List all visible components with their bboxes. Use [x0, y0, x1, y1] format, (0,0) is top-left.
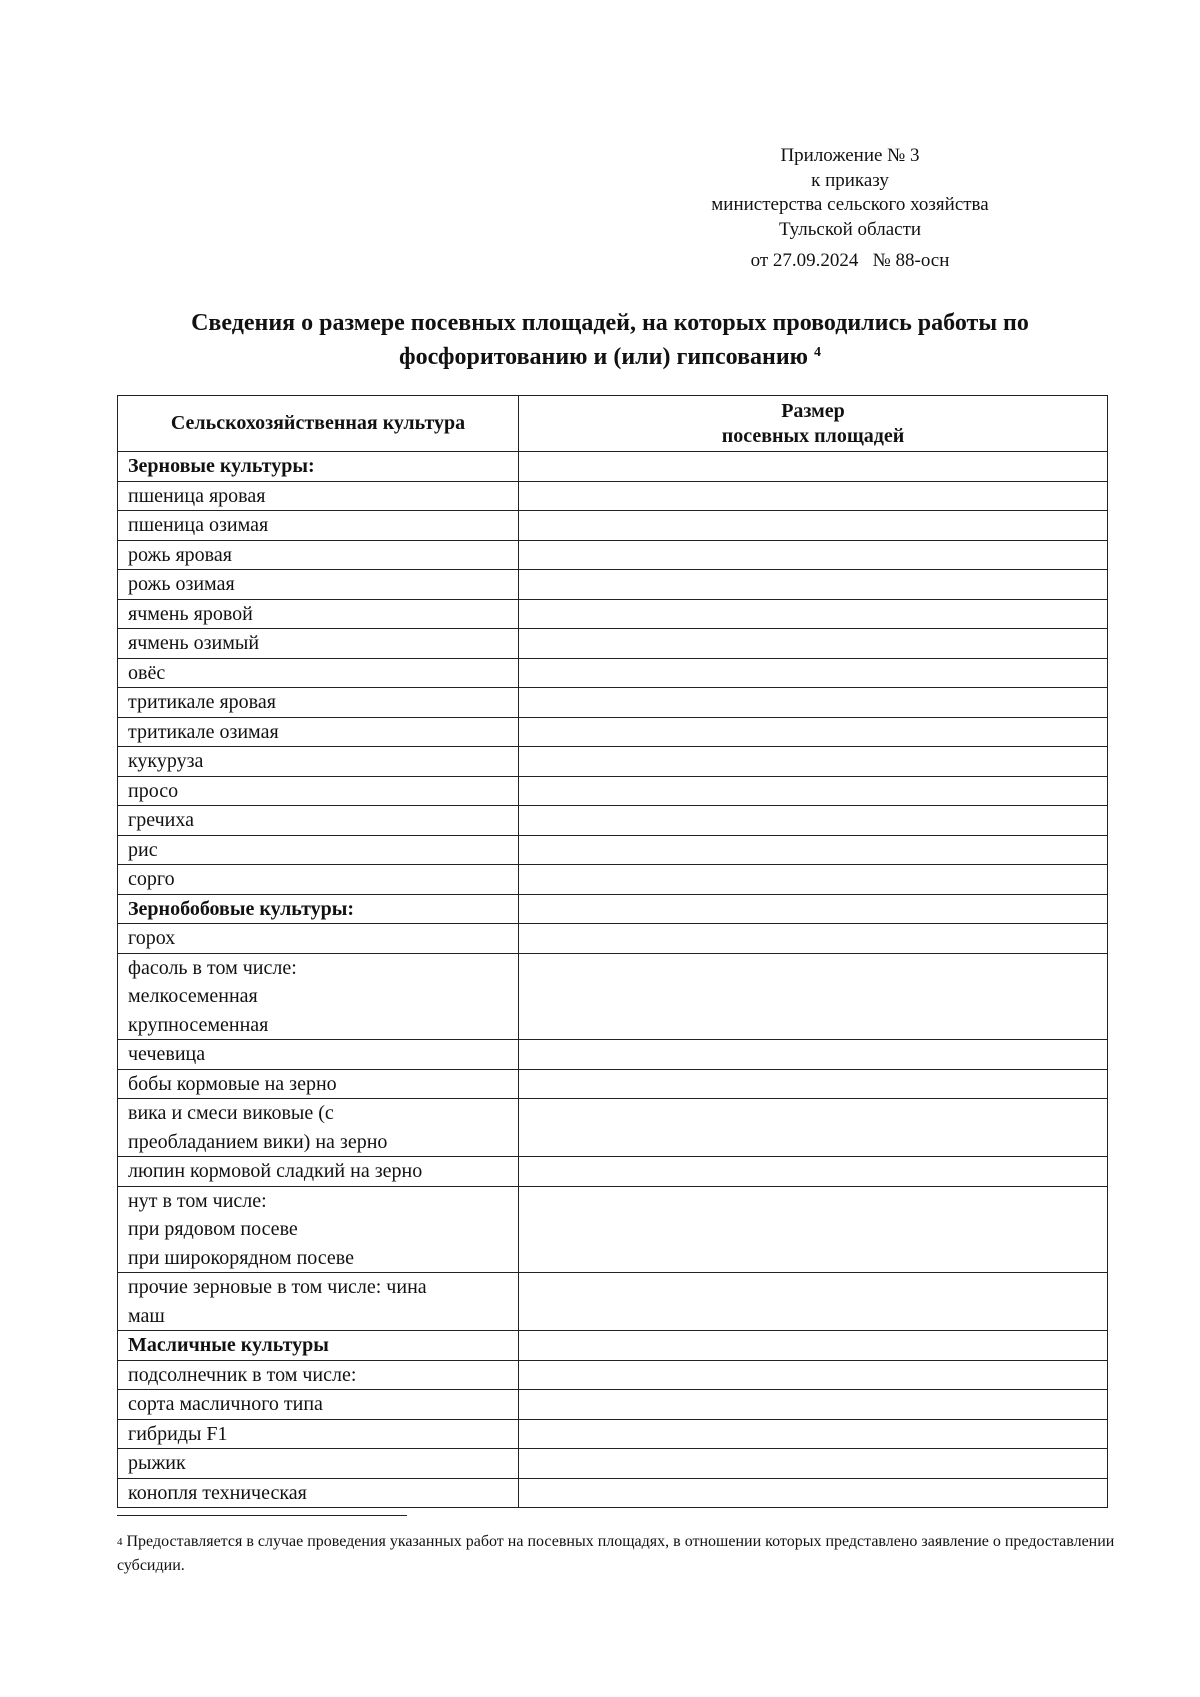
area-value-cell[interactable] [519, 1390, 1108, 1420]
area-value-cell[interactable] [519, 1186, 1108, 1273]
crop-name-line: чечевица [128, 1043, 206, 1065]
category-row [118, 894, 1108, 924]
crop-name-cell [118, 1069, 519, 1099]
appendix-order-ref: к приказу [811, 169, 889, 191]
crop-name-cell [118, 1449, 519, 1479]
header-area [519, 396, 1108, 452]
crop-name-line: фасоль в том числе: [128, 956, 297, 979]
crop-name-line: подсолнечник в том числе: [128, 1363, 357, 1386]
area-value-cell[interactable] [519, 924, 1108, 954]
crop-name-cell [118, 1273, 519, 1331]
area-value-cell[interactable] [519, 1099, 1108, 1157]
table-row [118, 481, 1108, 511]
area-value-cell[interactable] [519, 511, 1108, 541]
crop-name-line: горох [128, 927, 176, 949]
area-value-cell[interactable] [519, 629, 1108, 659]
crop-name-line: тритикале озимая [128, 720, 279, 743]
title-line-1: Сведения о размере посевных площадей, на которых проводились работы по [191, 310, 1029, 336]
area-value-cell[interactable] [519, 1478, 1108, 1508]
table-row [118, 1157, 1108, 1187]
table-row [118, 747, 1108, 777]
table-row [118, 1390, 1108, 1420]
crop-name-line: нут в том числе: [128, 1189, 267, 1212]
table-row [118, 924, 1108, 954]
table-row [118, 776, 1108, 806]
crop-name-cell [118, 953, 519, 1040]
crop-name-line: пшеница озимая [128, 514, 269, 536]
crop-name-line: при рядовом посеве [128, 1218, 298, 1240]
area-value-cell[interactable] [519, 806, 1108, 836]
area-value-cell[interactable] [519, 1040, 1108, 1070]
crop-name-cell [118, 835, 519, 865]
crop-name-cell [118, 717, 519, 747]
crop-name-line: крупносеменная [128, 1013, 269, 1036]
crop-name-cell [118, 1157, 519, 1187]
crop-name-line: пшеница яровая [128, 484, 266, 507]
appendix-date-number: от 27.09.2024 № 88-осн [750, 250, 950, 271]
crop-name-line: вика и смеси виковые (с [128, 1102, 334, 1124]
area-value-cell[interactable] [519, 953, 1108, 1040]
area-value-cell[interactable] [519, 1273, 1108, 1331]
appendix-number: Приложение № 3 [780, 145, 920, 166]
area-value-cell[interactable] [519, 599, 1108, 629]
footnote-mark: 4 [117, 1536, 123, 1548]
crop-name-cell [118, 629, 519, 659]
area-value-cell[interactable] [519, 717, 1108, 747]
crop-name-cell [118, 776, 519, 806]
area-value-cell[interactable] [519, 658, 1108, 688]
header-crop: Сельскохозяйственная культура [118, 396, 519, 452]
area-value-cell[interactable] [519, 452, 1108, 482]
crop-name-cell [118, 599, 519, 629]
category-row [118, 452, 1108, 482]
crop-name-cell [118, 894, 519, 924]
crop-name-cell [118, 688, 519, 718]
area-value-cell[interactable] [519, 865, 1108, 895]
area-value-cell[interactable] [519, 1331, 1108, 1361]
table-row [118, 835, 1108, 865]
crop-name-line: сорго [128, 868, 175, 890]
crop-name-line: ячмень озимый [128, 632, 260, 654]
table-row [118, 688, 1108, 718]
area-value-cell[interactable] [519, 1157, 1108, 1187]
table-row [118, 717, 1108, 747]
crop-name-line: рожь яровая [128, 543, 232, 566]
area-value-cell[interactable] [519, 570, 1108, 600]
title-footnote-mark: 4 [814, 345, 822, 360]
title-line-2-text: фосфоритованию и (или) гипсованию [398, 344, 809, 370]
crop-name-line: гречиха [128, 809, 194, 831]
crop-name-line: гибриды F1 [128, 1422, 228, 1445]
area-value-cell[interactable] [519, 1449, 1108, 1479]
crop-name-line: маш [128, 1304, 165, 1327]
table-row [118, 1040, 1108, 1070]
area-value-cell[interactable] [519, 1069, 1108, 1099]
footnote-divider [117, 1515, 407, 1516]
crop-name-line: мелкосеменная [128, 985, 258, 1007]
crop-name-line: просо [128, 779, 179, 802]
table-header-row [118, 396, 1108, 452]
table-row [118, 570, 1108, 600]
table-row [118, 1273, 1108, 1331]
crop-name-cell [118, 570, 519, 600]
area-value-cell[interactable] [519, 776, 1108, 806]
area-value-cell[interactable] [519, 481, 1108, 511]
area-value-cell[interactable] [519, 1360, 1108, 1390]
crop-name-line: прочие зерновые в том числе: чина [128, 1276, 427, 1298]
crop-name-cell [118, 1099, 519, 1157]
appendix-ministry: министерства сельского хозяйства [711, 194, 989, 215]
crop-name-line: рис [128, 838, 158, 861]
crop-name-cell [118, 747, 519, 777]
crop-name-cell [118, 1419, 519, 1449]
table-row [118, 1099, 1108, 1157]
crop-name-cell [118, 1390, 519, 1420]
table-row [118, 1186, 1108, 1273]
crop-name-cell [118, 924, 519, 954]
crop-name-cell [118, 1478, 519, 1508]
crop-name-line: конопля техническая [128, 1481, 307, 1504]
table-row [118, 629, 1108, 659]
crop-name-cell [118, 865, 519, 895]
crops-table [117, 395, 1108, 1508]
document-title [110, 306, 1110, 374]
crop-name-line: рожь озимая [128, 573, 235, 595]
category-row [118, 1331, 1108, 1361]
appendix-reference [640, 144, 1060, 274]
table-row [118, 658, 1108, 688]
table-row [118, 511, 1108, 541]
crop-name-cell [118, 806, 519, 836]
table-row [118, 540, 1108, 570]
crop-name-line: Зерновые культуры: [128, 455, 315, 477]
area-value-cell[interactable] [519, 688, 1108, 718]
area-value-cell[interactable] [519, 894, 1108, 924]
crop-name-cell [118, 1331, 519, 1361]
crop-name-cell [118, 540, 519, 570]
crop-name-line: преобладанием вики) на зерно [128, 1130, 388, 1153]
area-value-cell[interactable] [519, 1419, 1108, 1449]
title-line-2 [110, 340, 1110, 374]
crop-name-line: ячмень яровой [128, 602, 253, 625]
footnote-text: Предоставляется в случае проведения указанных работ на посевных площадях, в отношении которых представлено заявление о предоставлении субсидии. [117, 1533, 1115, 1574]
crop-name-cell [118, 1186, 519, 1273]
table-row [118, 953, 1108, 1040]
table-row [118, 599, 1108, 629]
area-value-cell[interactable] [519, 540, 1108, 570]
crop-name-line: сорта масличного типа [128, 1393, 323, 1415]
footnote [117, 1530, 1127, 1578]
crop-name-line: Масличные культуры [128, 1334, 329, 1356]
table-row [118, 865, 1108, 895]
table-row [118, 806, 1108, 836]
crops-table-body [118, 452, 1108, 1508]
appendix-region: Тульской области [778, 218, 922, 240]
area-value-cell[interactable] [519, 747, 1108, 777]
crop-name-line: тритикале яровая [128, 691, 276, 713]
header-area-line-1: Размер [781, 399, 845, 422]
crop-name-line: люпин кормовой сладкий на зерно [128, 1160, 423, 1182]
crop-name-cell [118, 1360, 519, 1390]
table-row [118, 1069, 1108, 1099]
crop-name-cell [118, 511, 519, 541]
area-value-cell[interactable] [519, 835, 1108, 865]
crop-name-line: кукуруза [128, 750, 204, 772]
crop-name-cell [118, 481, 519, 511]
crop-name-line: бобы кормовые на зерно [128, 1072, 337, 1095]
crop-name-cell [118, 658, 519, 688]
crop-name-line: рыжик [128, 1452, 186, 1474]
crop-name-line: при широкорядном посеве [128, 1246, 354, 1269]
crop-name-cell [118, 452, 519, 482]
table-row [118, 1360, 1108, 1390]
header-area-line-2: посевных площадей [721, 424, 905, 447]
table-row [118, 1419, 1108, 1449]
crop-name-cell [118, 1040, 519, 1070]
crop-name-line: Зернобобовые культуры: [128, 897, 355, 920]
table-row [118, 1478, 1108, 1508]
table-row [118, 1449, 1108, 1479]
crop-name-line: овёс [128, 661, 166, 684]
